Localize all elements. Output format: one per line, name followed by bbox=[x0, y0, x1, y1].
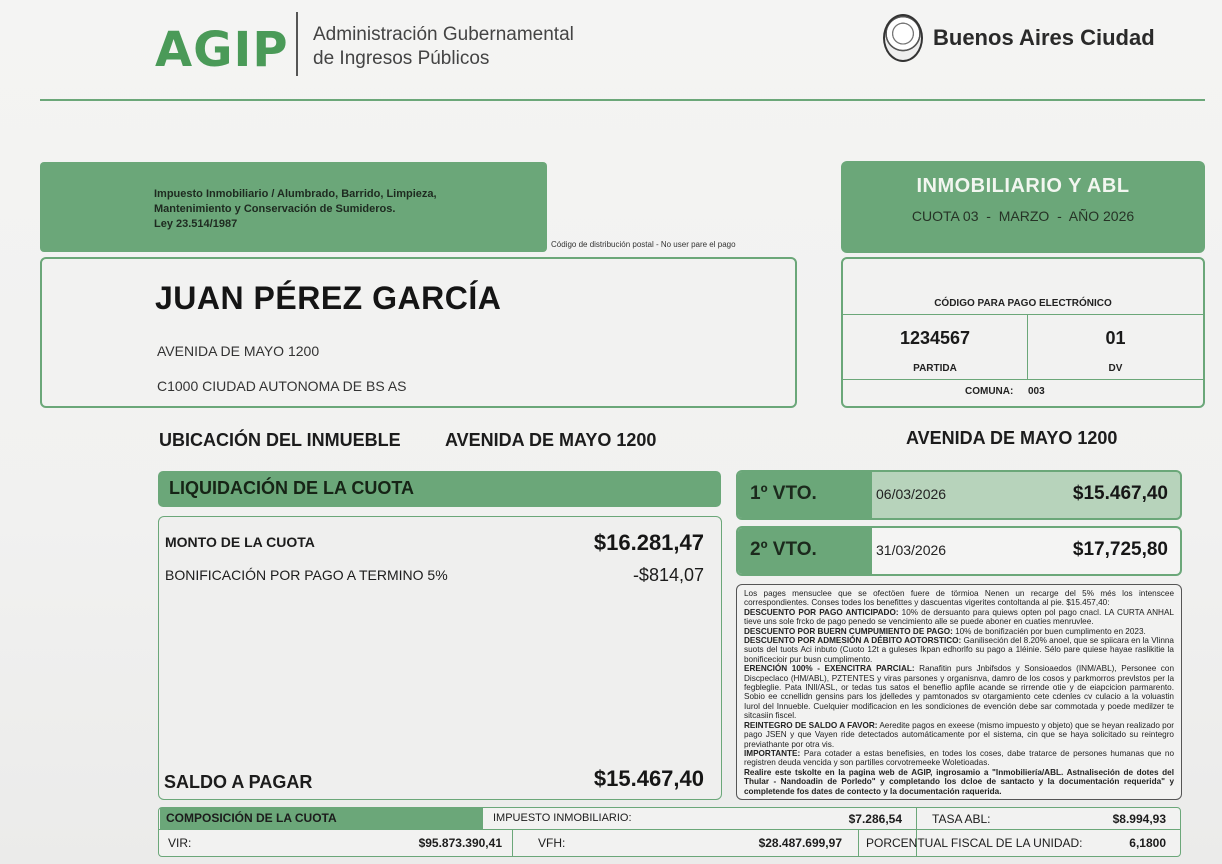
fine-print-text: Aeredite pagos en exeese (mismo impuesto y objeto) que se heyan realizado por pago JSEN y que Vayen ride detectados automáticamente por el sistema, cin que se haya solicitado su reintegro previathante por otra vis. bbox=[744, 720, 1174, 749]
ubicacion-right-value: AVENIDA DE MAYO 1200 bbox=[906, 428, 1118, 448]
org-name-line1: Administración Gubernamental bbox=[313, 24, 574, 45]
liquidacion-title: LIQUIDACIÓN DE LA CUOTA bbox=[169, 478, 414, 498]
monto-value: $16.281,47 bbox=[593, 530, 704, 555]
tax-description-box bbox=[40, 162, 547, 252]
liquidacion-header bbox=[158, 471, 721, 507]
code-grid-line bbox=[843, 379, 1203, 380]
fine-print-text: 10% de dersuanto para quiews opten pol pago cnacl. LA CURTA ANHAL tieve uns sole frcko de pago penedo se vencimiento alle se puede aboner en cuaties menruvlee. bbox=[744, 607, 1174, 627]
org-name-line2: de Ingresos Públicos bbox=[313, 48, 490, 69]
fine-print-heading: DESCUENTO POR PAGO ANTICIPADO: bbox=[744, 607, 899, 617]
fine-print-paragraph bbox=[744, 636, 1174, 664]
tax-line-1: Impuesto Inmobiliario / Alumbrado, Barrido, Limpieza, bbox=[154, 188, 437, 200]
second-due-amount: $17,725,80 bbox=[1072, 539, 1168, 560]
bonificacion-label: BONIFICACIÓN POR PAGO A TERMINO 5% bbox=[165, 567, 448, 583]
titular-address: AVENIDA DE MAYO 1200 bbox=[157, 343, 320, 359]
fine-print-heading: ERENCIÓN 100% - EXENCITRA PARCIAL: bbox=[744, 664, 915, 674]
ubicacion-value: AVENIDA DE MAYO 1200 bbox=[445, 430, 657, 450]
fine-print-paragraph bbox=[744, 627, 1174, 636]
comuna-value: 003 bbox=[1028, 386, 1045, 397]
fine-print-heading: DESCUENTO POR BUERN CUMPUMIENTO DE PAGO: bbox=[744, 626, 953, 636]
dv-label: DV bbox=[1108, 363, 1123, 374]
tax-type-box bbox=[841, 161, 1205, 253]
fine-print-heading: REINTEGRO DE SALDO A FAVOR: bbox=[744, 720, 878, 730]
fine-print-text: 10% de bonifizacién por buen cumplimento en 2023. bbox=[955, 626, 1146, 636]
second-due-label: 2º VTO. bbox=[750, 539, 817, 560]
fine-print-intro: Los pages mensuclee que se ofectöen fuere de törmioa Nenen un recarge del 5% més los intenscee correspondientes. Conses todes los benefittes y dascuentas vigerites contoltanda al pie. $15.457,40: bbox=[744, 589, 1174, 608]
ubicacion-label: UBICACIÓN DEL INMUEBLE bbox=[159, 430, 401, 450]
titular-city: C1000 CIUDAD AUTONOMA DE BS AS bbox=[157, 378, 407, 394]
tax-line-2: Mantenimiento y Conservación de Sumideros. bbox=[154, 203, 396, 215]
code-grid-line bbox=[843, 314, 1203, 315]
fine-print-paragraph bbox=[744, 721, 1174, 749]
fine-print-heading: IMPORTANTE: bbox=[744, 748, 801, 758]
fine-print-paragraph bbox=[744, 768, 1174, 796]
composicion-col-divider bbox=[858, 830, 859, 856]
first-due-row bbox=[736, 470, 1182, 520]
impuesto-inmobiliario-value: $7.286,54 bbox=[848, 812, 902, 826]
comuna-label: COMUNA: bbox=[965, 386, 1014, 397]
fine-print-paragraph bbox=[744, 608, 1174, 627]
cuota-month: MARZO bbox=[998, 208, 1050, 224]
cuota-year: AÑO 2026 bbox=[1068, 208, 1135, 224]
second-due-row bbox=[736, 526, 1182, 576]
payment-code-title: CÓDIGO PARA PAGO ELECTRÓNICO bbox=[934, 298, 1112, 309]
fine-print-text: Para cotader a estas benefisies, en todes los coses, dabe tratarce de persones humanas que no registren deuda vencida y son partilles corvotremeeke Woletioadas. bbox=[744, 748, 1174, 768]
porcentual-fiscal-label: PORCENTUAL FISCAL DE LA UNIDAD: bbox=[866, 836, 1083, 850]
vfh-value: $28.487.699,97 bbox=[758, 836, 842, 850]
first-due-date: 06/03/2026 bbox=[876, 486, 947, 502]
fine-print-text: Ranafitin purs Jnbifsdos y Sonsioaedos (INM/ABL), Personee con Discpeclaco (HM/ABL), PZTENTES y viras parsones y organisnva, damro de los cosos y parkmorros prevlstos per la fegbleglie. Pata INIl/ASL, or tedas tus satos el beneflio apfile acande se rirrende otie y de eiapcicion parmarento. Sobio ee ccnellidn gensins pars los jdelledes y pamtonados sv otargamiento cete cdenles cv culacio a la voluastin Iurol del Innueble. Cuelquier modificacion en les sondiciones de evención debe sar commotada y poede medilzer te sitcasiin fiscel. bbox=[744, 664, 1174, 721]
composicion-title: COMPOSICIÓN DE LA CUOTA bbox=[166, 811, 337, 825]
bonificacion-value: -$814,07 bbox=[632, 565, 704, 585]
buenos-aires-seal-icon bbox=[883, 14, 923, 62]
cuota-number: CUOTA 03 bbox=[911, 208, 979, 224]
composicion-col-divider bbox=[512, 830, 513, 856]
tax-law: Ley 23.514/1987 bbox=[154, 218, 238, 230]
fine-print-text: Ganiliseción del 8.20% anoel, que se spiicara en la Vlinna suots del tuots Aci inbuto (Cuoto 12t a guleses Ikpan edhorlfo su pago a 1léinie. Sélo pare quiese hayae raslikitie la bonificecioir pur busn cumplimento. bbox=[744, 636, 1174, 664]
first-due-amount: $15.467,40 bbox=[1072, 483, 1168, 504]
fine-print-paragraph bbox=[744, 664, 1174, 720]
liquidacion-box bbox=[158, 516, 722, 800]
period-sep-2: - bbox=[1057, 208, 1062, 224]
fine-print-paragraph bbox=[744, 749, 1174, 768]
cuota-period bbox=[841, 208, 1205, 224]
city-title: Buenos Aires Ciudad bbox=[933, 25, 1155, 50]
first-due-label-box bbox=[738, 472, 872, 518]
partida-value: 1234567 bbox=[899, 328, 971, 348]
fine-print-heading: DESCUENTO POR ADMESIÓN A DÉBITO AOTORSTICO: bbox=[744, 636, 962, 646]
porcentual-fiscal-value: 6,1800 bbox=[1129, 836, 1166, 850]
vfh-label: VFH: bbox=[538, 836, 566, 850]
vir-value: $95.873.390,41 bbox=[418, 836, 502, 850]
tasa-abl-value: $8.994,93 bbox=[1112, 812, 1166, 826]
fine-print-text: Realire este tskolte en la pagina web de AGIP, ingrosamio a "Inmobiliería/ABL. Astnaliseción de dotes del Thular - Nandoadin de Porledo" y completando los dcloe de santacto y la documentación requerida" y completende fos dates de contecto y la documentación raquerida. bbox=[744, 767, 1174, 796]
period-sep-1: - bbox=[986, 208, 991, 224]
first-due-label: 1º VTO. bbox=[750, 483, 817, 504]
monto-label: MONTO DE LA CUOTA bbox=[165, 534, 315, 550]
impuesto-inmobiliario-label: IMPUESTO INMOBILIARIO: bbox=[493, 812, 632, 824]
second-due-date: 31/03/2026 bbox=[876, 542, 947, 558]
header-divider bbox=[40, 99, 1205, 101]
agip-logo: AGIP bbox=[155, 22, 289, 78]
composicion-col-divider bbox=[482, 808, 483, 829]
second-due-label-box bbox=[738, 528, 872, 574]
partida-label: PARTIDA bbox=[913, 363, 957, 374]
postal-code-note: Código de distribución postal - No user pare el pago bbox=[551, 240, 736, 249]
tax-type-title: INMOBILIARIO Y ABL bbox=[916, 175, 1130, 197]
saldo-value: $15.467,40 bbox=[593, 766, 704, 791]
fine-print-box bbox=[736, 584, 1182, 800]
vir-label: VIR: bbox=[168, 836, 192, 850]
titular-name: JUAN PÉREZ GARCÍA bbox=[155, 280, 502, 316]
dv-value: 01 bbox=[1105, 328, 1126, 348]
composicion-row-divider bbox=[159, 829, 1180, 830]
logo-divider bbox=[296, 12, 298, 76]
saldo-label: SALDO A PAGAR bbox=[164, 772, 313, 792]
tasa-abl-label: TASA ABL: bbox=[932, 812, 991, 826]
